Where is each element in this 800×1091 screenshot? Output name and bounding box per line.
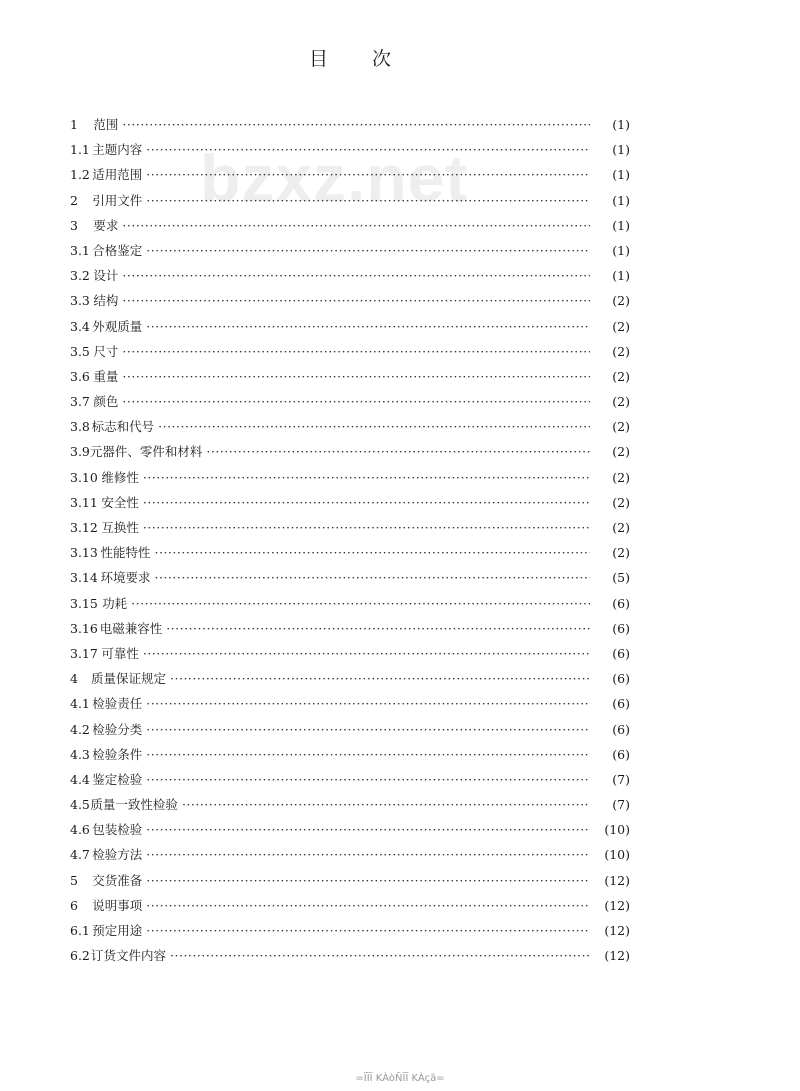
toc-entry-label: 检验分类 bbox=[92, 721, 143, 737]
toc-entry[interactable] bbox=[70, 893, 630, 918]
toc-entry-number: 3.2 bbox=[70, 268, 90, 284]
toc-entry[interactable] bbox=[70, 666, 630, 691]
toc-leader-dots bbox=[170, 943, 590, 968]
toc-entry[interactable] bbox=[70, 188, 630, 213]
toc-entry[interactable] bbox=[70, 918, 630, 943]
toc-leader-dots bbox=[146, 817, 590, 842]
toc-entry-number: 3.3 bbox=[70, 293, 90, 309]
toc-entry-page: (2) bbox=[612, 494, 630, 510]
toc-entry-label: 可靠性 bbox=[101, 645, 139, 661]
toc-entry-label: 检验条件 bbox=[92, 746, 143, 762]
toc-entry[interactable] bbox=[70, 641, 630, 666]
toc-entry-number: 4.4 bbox=[70, 771, 90, 787]
toc-entry-number: 4.2 bbox=[70, 721, 90, 737]
toc-entry-number: 3.15 bbox=[70, 595, 98, 611]
toc-entry-label: 订货文件内容 bbox=[91, 948, 167, 964]
toc-entry-page: (6) bbox=[612, 645, 630, 661]
toc-entry-page: (6) bbox=[612, 696, 630, 712]
toc-entry-label: 质量保证规定 bbox=[91, 671, 167, 687]
toc-leader-dots bbox=[146, 238, 590, 263]
toc-entry[interactable] bbox=[70, 792, 630, 817]
toc-entry-page: (1) bbox=[612, 117, 630, 132]
toc-entry-page: (6) bbox=[612, 746, 630, 762]
toc-entry-label: 检验方法 bbox=[92, 847, 143, 863]
toc-entry[interactable] bbox=[70, 943, 630, 968]
toc-entry[interactable] bbox=[70, 314, 630, 339]
toc-entry-number: 3.9 bbox=[70, 444, 90, 460]
toc-entry[interactable] bbox=[70, 742, 630, 767]
toc-entry-number: 3.14 bbox=[70, 570, 98, 586]
toc-entry-label: 预定用途 bbox=[92, 923, 143, 938]
toc-leader-dots bbox=[155, 540, 590, 565]
toc-entry-number: 3.1 bbox=[70, 242, 90, 258]
toc-entry[interactable] bbox=[70, 540, 630, 565]
toc-leader-dots bbox=[206, 439, 590, 464]
toc-entry-number: 3.6 bbox=[70, 368, 90, 384]
toc-entry-label: 颜色 bbox=[93, 394, 119, 410]
toc-entry-label: 主题内容 bbox=[92, 142, 143, 158]
toc-entry-page: (6) bbox=[612, 595, 630, 611]
toc-leader-dots bbox=[143, 515, 590, 540]
watermark: bzxz.net bbox=[200, 141, 469, 215]
toc-entry-label: 适用范围 bbox=[92, 167, 143, 183]
toc-entry-label: 重量 bbox=[93, 368, 119, 384]
toc-entry-page: (2) bbox=[612, 318, 630, 334]
toc-entry-page: (12) bbox=[604, 923, 630, 938]
toc-entry-page: (10) bbox=[604, 847, 630, 863]
toc-leader-dots bbox=[122, 389, 590, 414]
toc-leader-dots bbox=[182, 792, 590, 817]
toc-leader-dots bbox=[143, 641, 590, 666]
toc-entry-label: 范围 bbox=[93, 117, 119, 132]
toc-entry[interactable] bbox=[70, 137, 630, 162]
toc-entry-page: (2) bbox=[612, 444, 630, 460]
toc-entry-number: 2 bbox=[70, 192, 78, 208]
toc-entry[interactable] bbox=[70, 238, 630, 263]
toc-entry-label: 互换性 bbox=[101, 520, 139, 535]
toc-entry-page: (6) bbox=[612, 620, 630, 636]
toc-entry-page: (7) bbox=[612, 771, 630, 787]
page-title-left: 目 bbox=[308, 48, 328, 70]
table-of-contents bbox=[70, 112, 630, 968]
toc-entry[interactable] bbox=[70, 389, 630, 414]
toc-entry-label: 结构 bbox=[93, 293, 119, 309]
toc-entry-number: 1.2 bbox=[70, 167, 90, 183]
toc-entry-number: 3.11 bbox=[70, 494, 98, 510]
toc-entry-number: 4.3 bbox=[70, 746, 90, 762]
toc-leader-dots bbox=[146, 893, 590, 918]
toc-leader-dots bbox=[146, 842, 590, 867]
toc-entry-page: (12) bbox=[604, 897, 630, 913]
toc-entry-page: (12) bbox=[604, 872, 630, 888]
toc-entry-number: 4.7 bbox=[70, 847, 90, 863]
toc-entry-label: 外观质量 bbox=[92, 318, 143, 334]
toc-entry[interactable] bbox=[70, 112, 630, 137]
toc-entry-number: 3.4 bbox=[70, 318, 90, 334]
toc-leader-dots bbox=[146, 188, 590, 213]
toc-entry[interactable] bbox=[70, 339, 630, 364]
toc-entry-number: 3.8 bbox=[70, 419, 90, 435]
toc-entry-number: 3.7 bbox=[70, 394, 90, 410]
toc-entry[interactable] bbox=[70, 817, 630, 842]
toc-leader-dots bbox=[146, 717, 590, 742]
toc-entry-page: (1) bbox=[612, 142, 630, 158]
toc-entry-page: (7) bbox=[612, 797, 630, 813]
toc-entry-number: 1.1 bbox=[70, 142, 90, 158]
toc-leader-dots bbox=[122, 263, 590, 288]
toc-entry-number: 4.6 bbox=[70, 822, 90, 838]
toc-entry-number: 5 bbox=[70, 872, 78, 888]
toc-entry-label: 元器件、零件和材料 bbox=[89, 444, 203, 460]
toc-entry[interactable] bbox=[70, 439, 630, 464]
toc-leader-dots bbox=[146, 137, 590, 162]
toc-entry[interactable] bbox=[70, 868, 630, 893]
toc-entry[interactable] bbox=[70, 767, 630, 792]
toc-entry-label: 标志和代号 bbox=[91, 419, 155, 435]
toc-leader-dots bbox=[155, 565, 590, 590]
toc-leader-dots bbox=[122, 288, 590, 313]
toc-entry-page: (2) bbox=[612, 520, 630, 535]
toc-entry-number: 4 bbox=[70, 671, 78, 687]
toc-entry[interactable] bbox=[70, 288, 630, 313]
toc-entry-label: 性能特性 bbox=[100, 545, 151, 561]
toc-entry-page: (2) bbox=[612, 545, 630, 561]
toc-entry-page: (2) bbox=[612, 368, 630, 384]
toc-entry-label: 要求 bbox=[93, 217, 119, 233]
toc-entry-number: 3.5 bbox=[70, 343, 90, 359]
toc-leader-dots bbox=[146, 918, 590, 943]
toc-entry-number: 3.13 bbox=[70, 545, 98, 561]
toc-entry-label: 鉴定检验 bbox=[92, 771, 143, 787]
toc-leader-dots bbox=[146, 314, 590, 339]
toc-leader-dots bbox=[122, 112, 590, 137]
toc-leader-dots bbox=[143, 490, 590, 515]
toc-entry-label: 检验责任 bbox=[92, 696, 143, 712]
toc-entry[interactable] bbox=[70, 565, 630, 590]
toc-entry-label: 维修性 bbox=[101, 469, 139, 485]
toc-entry[interactable] bbox=[70, 213, 630, 238]
toc-entry[interactable] bbox=[70, 616, 630, 641]
toc-entry-number: 3 bbox=[70, 217, 78, 233]
toc-entry[interactable] bbox=[70, 162, 630, 187]
toc-entry-number: 3.12 bbox=[70, 520, 98, 535]
toc-entry-label: 功耗 bbox=[102, 595, 128, 611]
toc-entry-label: 尺寸 bbox=[93, 343, 119, 359]
toc-entry-number: 4.5 bbox=[70, 797, 90, 813]
toc-entry[interactable] bbox=[70, 691, 630, 716]
toc-entry-number: 3.17 bbox=[70, 645, 98, 661]
toc-leader-dots bbox=[131, 591, 590, 616]
page-footer: =ÏÏÏ KÀòÑÏÏ KÀçã= bbox=[355, 1073, 445, 1084]
toc-entry[interactable] bbox=[70, 364, 630, 389]
toc-entry-number: 1 bbox=[70, 117, 78, 132]
toc-entry-page: (2) bbox=[612, 469, 630, 485]
toc-leader-dots bbox=[143, 465, 590, 490]
toc-entry-page: (10) bbox=[604, 822, 630, 838]
toc-entry-label: 引用文件 bbox=[92, 192, 143, 208]
toc-leader-dots bbox=[166, 616, 590, 641]
toc-entry-label: 交货准备 bbox=[92, 872, 143, 888]
toc-entry-label: 设计 bbox=[93, 268, 119, 284]
toc-entry-page: (2) bbox=[612, 394, 630, 410]
page-title-right: 次 bbox=[372, 48, 392, 70]
toc-entry-number: 6.2 bbox=[70, 948, 90, 964]
toc-entry-label: 合格鉴定 bbox=[92, 242, 143, 258]
toc-leader-dots bbox=[146, 162, 590, 187]
toc-entry[interactable] bbox=[70, 515, 630, 540]
toc-entry-page: (5) bbox=[612, 570, 630, 586]
toc-entry[interactable] bbox=[70, 465, 630, 490]
toc-leader-dots bbox=[146, 767, 590, 792]
toc-entry-page: (1) bbox=[612, 192, 630, 208]
toc-entry-page: (1) bbox=[612, 268, 630, 284]
toc-entry[interactable] bbox=[70, 842, 630, 867]
toc-entry-label: 环境要求 bbox=[100, 570, 151, 586]
toc-entry-label: 电磁兼容性 bbox=[99, 620, 163, 636]
toc-leader-dots bbox=[170, 666, 590, 691]
toc-entry-number: 6 bbox=[70, 897, 78, 913]
toc-entry-label: 安全性 bbox=[101, 494, 139, 510]
toc-entry-number: 3.16 bbox=[70, 620, 98, 636]
toc-entry-page: (2) bbox=[612, 343, 630, 359]
toc-entry-page: (1) bbox=[612, 167, 630, 183]
toc-leader-dots bbox=[146, 691, 590, 716]
toc-leader-dots bbox=[146, 868, 590, 893]
toc-entry[interactable] bbox=[70, 490, 630, 515]
page-title bbox=[0, 44, 700, 71]
toc-entry[interactable] bbox=[70, 263, 630, 288]
toc-leader-dots bbox=[122, 339, 590, 364]
toc-entry[interactable] bbox=[70, 414, 630, 439]
toc-entry[interactable] bbox=[70, 717, 630, 742]
toc-entry-number: 3.10 bbox=[70, 469, 98, 485]
toc-leader-dots bbox=[122, 364, 590, 389]
toc-leader-dots bbox=[158, 414, 590, 439]
toc-entry-page: (1) bbox=[612, 217, 630, 233]
toc-entry-page: (2) bbox=[612, 419, 630, 435]
toc-entry-page: (6) bbox=[612, 721, 630, 737]
toc-leader-dots bbox=[122, 213, 590, 238]
toc-entry-label: 质量一致性检验 bbox=[90, 797, 178, 813]
toc-entry-label: 包装检验 bbox=[92, 822, 143, 838]
toc-leader-dots bbox=[146, 742, 590, 767]
toc-entry-page: (2) bbox=[612, 293, 630, 309]
toc-entry[interactable] bbox=[70, 591, 630, 616]
toc-entry-page: (6) bbox=[612, 671, 630, 687]
toc-entry-number: 6.1 bbox=[70, 923, 90, 938]
toc-entry-label: 说明事项 bbox=[92, 897, 143, 913]
toc-entry-page: (1) bbox=[612, 242, 630, 258]
toc-entry-number: 4.1 bbox=[70, 696, 90, 712]
toc-entry-page: (12) bbox=[604, 948, 630, 964]
